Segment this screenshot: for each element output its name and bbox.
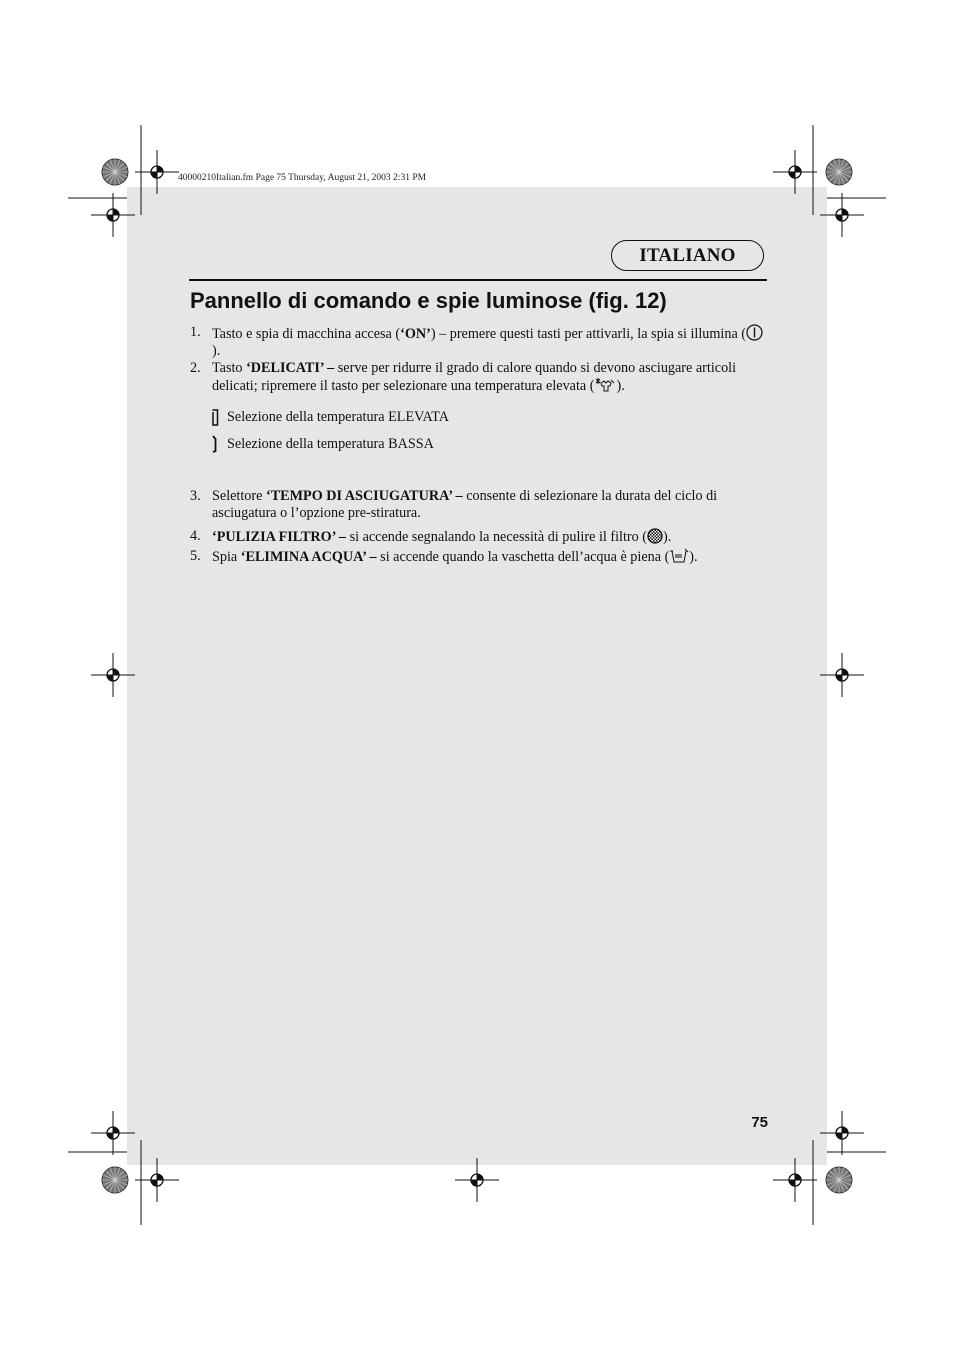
header-rule: [189, 279, 767, 281]
temperature-option-low: [211, 435, 434, 453]
button-up-icon: [211, 408, 219, 426]
power-icon: [746, 324, 763, 341]
item-text: Tasto ‘DELICATI’ – serve per ridurre il grado di calore quando si devono asciugare articoli delicati; ripremere il tasto per selezionare una temperatura elevata ( ).: [212, 360, 737, 394]
language-badge: [611, 240, 764, 271]
item-text: Selettore ‘TEMPO DI ASCIUGATURA’ – consente di selezionare la durata del ciclo di asciugatura o l’opzione pre-stiratura.: [212, 488, 718, 521]
delicate-icon: [594, 377, 616, 393]
filter-icon: [647, 528, 663, 544]
temperature-option-label: Selezione della temperatura ELEVATA: [227, 408, 449, 425]
item-number: 1.: [190, 324, 201, 340]
temperature-option-label: Selezione della temperatura BASSA: [227, 435, 434, 452]
list-item: [190, 360, 765, 394]
page-number: 75: [751, 1114, 768, 1131]
item-text: ‘PULIZIA FILTRO’ – si accende segnalando la necessità di pulire il filtro ( ).: [212, 529, 672, 545]
list-item: [190, 488, 765, 521]
water-tank-icon: [669, 548, 689, 564]
temperature-option-high: [211, 408, 449, 426]
item-number: 2.: [190, 360, 201, 376]
item-number: 5.: [190, 548, 201, 564]
item-number: 3.: [190, 488, 201, 504]
button-down-icon: [211, 435, 219, 453]
list-item: [190, 324, 765, 359]
item-text: Tasto e spia di macchina accesa (‘ON’) – premere questi tasti per attivarli, la spia si illumina ().: [212, 324, 765, 359]
item-number: 4.: [190, 528, 201, 544]
language-label: ITALIANO: [639, 244, 736, 266]
list-item: [190, 548, 765, 566]
section-title: Pannello di comando e spie luminose (fig. 12): [190, 288, 667, 313]
list-item: [190, 528, 765, 546]
item-text: Spia ‘ELIMINA ACQUA’ – si accende quando la vaschetta dell’acqua è piena ( ).: [212, 549, 698, 565]
file-info-line: 40000210Italian.fm Page 75 Thursday, August 21, 2003 2:31 PM: [178, 173, 427, 183]
